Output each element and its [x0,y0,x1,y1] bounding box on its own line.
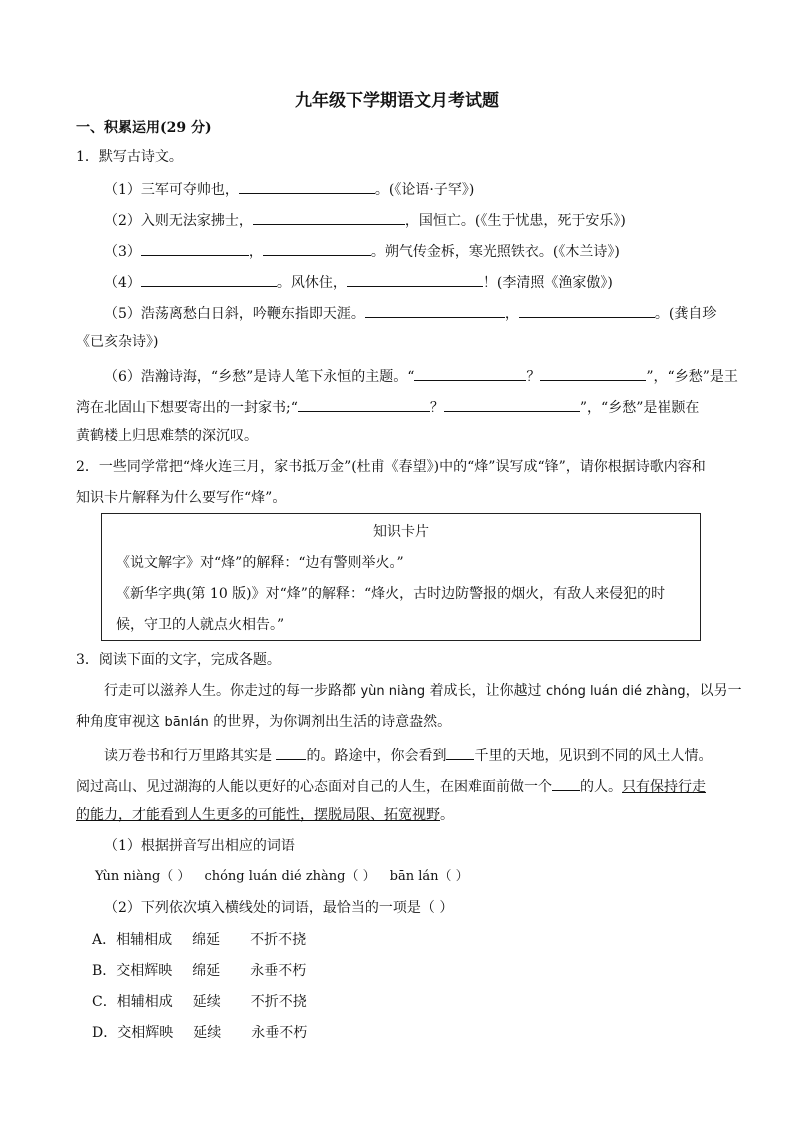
question-1-item-5: （5）浩荡离愁白日斜，吟鞭东指即天涯。 ， 。(龚自珍 [104,301,716,324]
sub-question-1: （1）根据拼音写出相应的词语 [104,838,295,854]
option-c[interactable]: C．相辅相成 延续 不折不挠 [92,994,307,1010]
answer-blank[interactable] [552,774,580,791]
option-b[interactable]: B．交相辉映 绵延 永垂不朽 [92,963,307,979]
answer-blank[interactable] [141,239,249,256]
answer-blank[interactable] [141,270,277,287]
question-1-item-6: （6）浩瀚诗海，“乡愁”是诗人笔下永恒的主题。“ ？ ”，“乡愁”是王 [104,364,738,387]
pinyin: yùn niàng [360,684,426,699]
knowledge-card [101,513,701,641]
answer-blank[interactable] [347,270,483,287]
answer-blank[interactable] [239,177,375,194]
answer-blank[interactable] [446,743,474,760]
option-d[interactable]: D．交相辉映 延续 永垂不朽 [92,1025,308,1041]
passage-line-2: 种角度审视这 bānlán 的世界，为你调剂出生活的诗意盎然。 [76,714,452,730]
knowledge-card-line: 候，守卫的人就点火相告。” [116,617,285,633]
passage-line-3: 读万卷书和行万里路其实是 的。路途中，你会看到 千里的天地，见识到不同的风土人情。 [104,743,712,766]
page-title: 九年级下学期语文月考试题 [295,91,499,111]
section-heading: 一、积累运用(29 分) [76,120,212,136]
question-2-line-2: 知识卡片解释为什么要写作“烽”。 [76,490,287,506]
answer-blank[interactable] [263,239,371,256]
answer-blank[interactable] [540,364,646,381]
question-1-heading: 1．默写古诗文。 [76,149,183,165]
question-1-item-6-cont2: 黄鹤楼上归思难禁的深沉叹。 [76,428,258,444]
passage-line-1: 行走可以滋养人生。你走过的每一步路都 yùn niàng 着成长，让你越过 chóng luán dié zhàng，以另一 [104,683,742,699]
answer-blank[interactable] [519,301,655,318]
pinyin: bānlán [164,715,209,730]
pinyin-answer-row [95,867,469,887]
question-1-item-2: （2）入则无法家拂士， ，国恒亡。(《生于忧患，死于安乐》) [104,208,626,231]
question-3-heading: 3．阅读下面的文字，完成各题。 [76,652,281,668]
question-1-item-4: （4） 。风休住， ！(李清照《渔家傲》) [104,270,613,293]
answer-blank[interactable] [276,743,306,760]
answer-blank[interactable] [444,395,580,412]
question-2-line-1: 2．一些同学常把“烽火连三月，家书抵万金”(杜甫《春望》)中的“烽”误写成“锋”，请你根据诗歌内容和 [76,459,706,475]
answer-blank[interactable] [414,364,526,381]
answer-blank[interactable] [253,208,405,225]
answer-blank[interactable] [298,395,430,412]
knowledge-card-line: 《新华字典(第 10 版)》对“烽”的解释：“烽火，古时边防警报的烟火，有敌人来侵犯的时 [116,586,666,602]
question-1-item-5-cont: 《已亥杂诗》) [76,334,159,350]
sub-question-2: （2）下列依次填入横线处的词语，最恰当的一项是（ ） [104,900,454,916]
knowledge-card-line: 《说文解字》对“烽”的解释：“边有警则举火。” [116,555,404,571]
pinyin-answer-3: bān lán（ ） [389,869,469,884]
pinyin-answer-2: chóng luán dié zhàng（ ） [204,869,376,884]
pinyin: chóng luán dié zhàng [545,684,686,699]
pinyin-answer-1: Yùn niàng（ ） [95,869,191,884]
passage-line-5: 的能力，才能看到人生更多的可能性，摆脱局限、拓宽视野。 [76,807,454,823]
knowledge-card-title: 知识卡片 [373,524,429,540]
question-1-item-3: （3） ， 。朔气传金柝，寒光照铁衣。(《木兰诗》) [104,239,620,262]
question-1-item-6-cont: 湾在北固山下想要寄出的一封家书;“ ？ ”，“乡愁”是崔颢在 [76,395,699,418]
option-a[interactable]: A．相辅相成 绵延 不折不挠 [92,932,307,948]
answer-blank[interactable] [365,301,505,318]
passage-line-4: 阅过高山、见过湖海的人能以更好的心态面对自己的人生，在困难面前做一个 的人。只有保持行走 [76,774,706,797]
question-1-item-1: （1）三军可夺帅也， 。(《论语·子罕》) [104,177,474,200]
